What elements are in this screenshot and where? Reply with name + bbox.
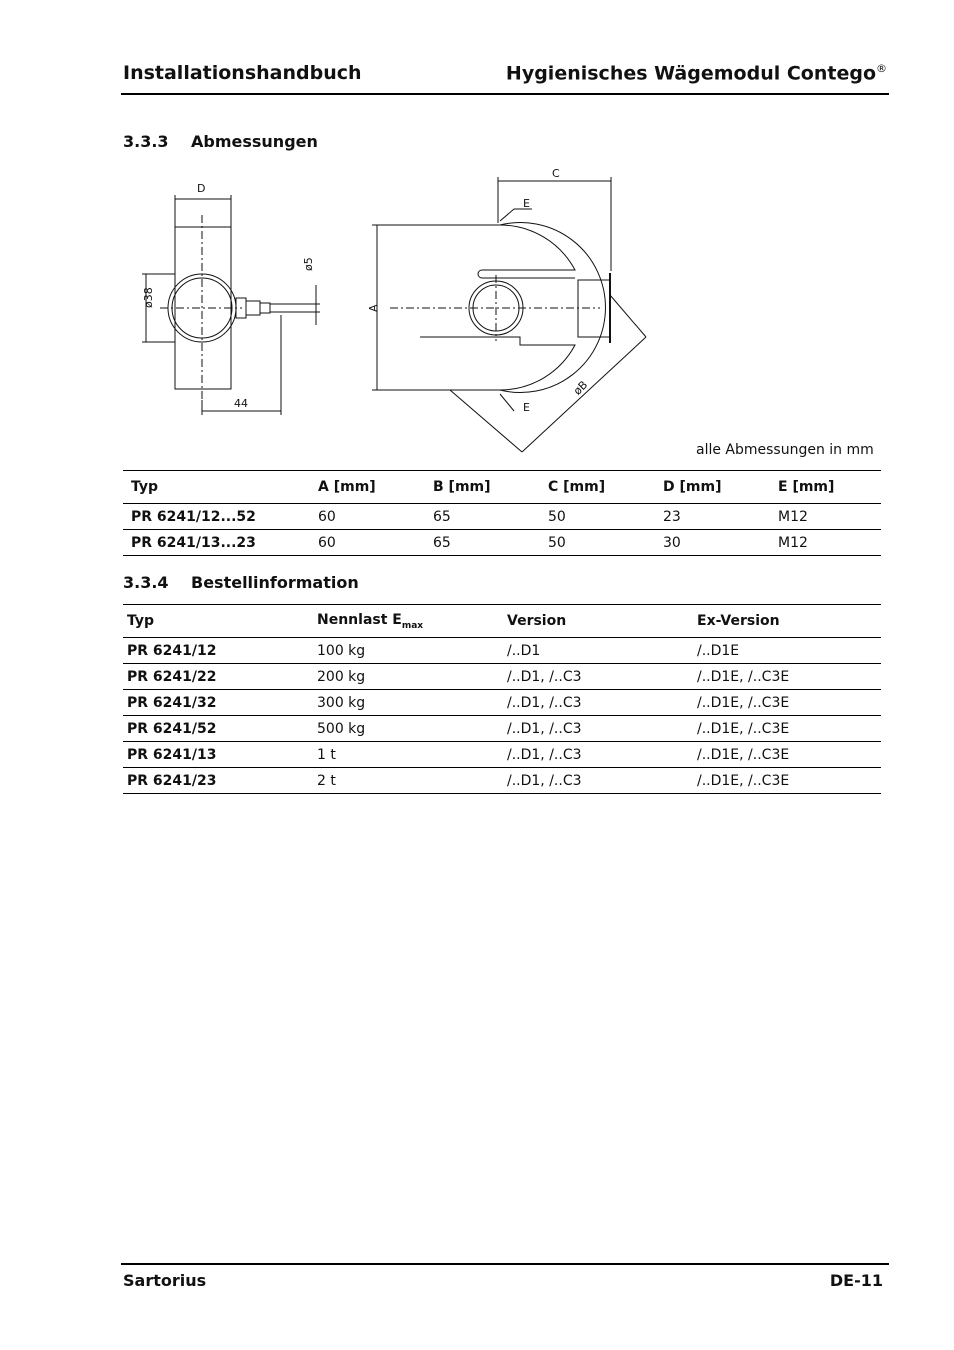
side-view — [142, 195, 320, 415]
table-row — [123, 768, 881, 794]
version-cell: /..D1, /..C3 — [503, 664, 693, 690]
column-header: Typ — [123, 605, 313, 638]
version-cell: /..D1, /..C3 — [503, 742, 693, 768]
connector-tip — [260, 303, 270, 313]
connector-body — [246, 301, 260, 315]
product-title: Hygienisches Wägemodul Contego® — [505, 62, 887, 85]
ex-version-cell: /..D1E — [693, 638, 881, 664]
version-cell: /..D1, /..C3 — [503, 716, 693, 742]
table-cell: 65 — [425, 504, 540, 530]
column-header: Version — [503, 605, 693, 638]
company-name: Sartorius — [123, 1271, 207, 1290]
table-cell: 60 — [310, 504, 425, 530]
table-row — [123, 742, 881, 768]
load-cell: 100 kg — [313, 638, 503, 664]
table-row — [123, 638, 881, 664]
type-cell: PR 6241/12 — [123, 638, 313, 664]
ex-version-cell: /..D1E, /..C3E — [693, 768, 881, 794]
dim-label-44: 44 — [234, 397, 248, 410]
type-cell: PR 6241/12...52 — [123, 504, 310, 530]
ex-version-cell: /..D1E, /..C3E — [693, 742, 881, 768]
table-cell: 65 — [425, 530, 540, 556]
page-footer — [121, 1263, 889, 1290]
type-cell: PR 6241/22 — [123, 664, 313, 690]
table-cell: 30 — [655, 530, 770, 556]
table-cell: 50 — [540, 504, 655, 530]
dim-label-d38: ø38 — [142, 287, 155, 308]
column-header: E [mm] — [770, 471, 881, 504]
section-heading-dimensions — [123, 132, 318, 151]
dim-label-d5: ø5 — [302, 257, 315, 271]
column-header: Nennlast $E_{max}$ — [313, 605, 503, 638]
dim-label-c: C — [552, 167, 560, 180]
column-header: B [mm] — [425, 471, 540, 504]
registered-mark: ® — [876, 62, 887, 75]
column-header: D [mm] — [655, 471, 770, 504]
type-cell: PR 6241/23 — [123, 768, 313, 794]
load-cell: 200 kg — [313, 664, 503, 690]
manual-title: Installationshandbuch — [123, 62, 362, 84]
units-note: alle Abmessungen in mm — [696, 442, 874, 458]
type-cell: PR 6241/13 — [123, 742, 313, 768]
ordering-table — [123, 604, 881, 794]
table-row — [123, 716, 881, 742]
dim-label-db: øB — [570, 378, 591, 398]
front-view — [372, 177, 646, 452]
version-cell: /..D1 — [503, 638, 693, 664]
load-cell: 1 t — [313, 742, 503, 768]
section-heading-ordering — [123, 573, 359, 592]
column-header: Ex-Version — [693, 605, 881, 638]
section-number: 3.3.3 — [123, 132, 169, 151]
type-cell: PR 6241/52 — [123, 716, 313, 742]
column-header: A [mm] — [310, 471, 425, 504]
dim-label-e-top: E — [523, 197, 530, 210]
table-row — [123, 690, 881, 716]
column-header: C [mm] — [540, 471, 655, 504]
section-title: Bestellinformation — [191, 573, 359, 592]
dim-label-e-bottom: E — [523, 401, 530, 414]
table-cell: 60 — [310, 530, 425, 556]
load-cell: 500 kg — [313, 716, 503, 742]
dim-label-a: A — [367, 304, 380, 312]
column-header: Typ — [123, 471, 310, 504]
dim-label-d: D — [197, 182, 206, 195]
ex-version-cell: /..D1E, /..C3E — [693, 716, 881, 742]
load-cell: 300 kg — [313, 690, 503, 716]
type-cell: PR 6241/13...23 — [123, 530, 310, 556]
table-cell: 50 — [540, 530, 655, 556]
table-cell: 23 — [655, 504, 770, 530]
table-row — [123, 664, 881, 690]
section-number: 3.3.4 — [123, 573, 169, 592]
type-cell: PR 6241/32 — [123, 690, 313, 716]
table-header-row — [123, 471, 881, 504]
page-header — [121, 60, 889, 95]
version-cell: /..D1, /..C3 — [503, 768, 693, 794]
section-title: Abmessungen — [191, 132, 318, 151]
table-row — [123, 530, 881, 556]
ex-version-cell: /..D1E, /..C3E — [693, 690, 881, 716]
table-row — [123, 504, 881, 530]
table-header-row — [123, 605, 881, 638]
table-cell: M12 — [770, 504, 881, 530]
ex-version-cell: /..D1E, /..C3E — [693, 664, 881, 690]
dimensions-table — [123, 470, 881, 556]
front-view-lower-slot — [420, 337, 575, 390]
load-cell: 2 t — [313, 768, 503, 794]
page-number: DE-11 — [829, 1271, 883, 1290]
version-cell: /..D1, /..C3 — [503, 690, 693, 716]
dimension-drawing — [120, 165, 680, 465]
table-cell: M12 — [770, 530, 881, 556]
